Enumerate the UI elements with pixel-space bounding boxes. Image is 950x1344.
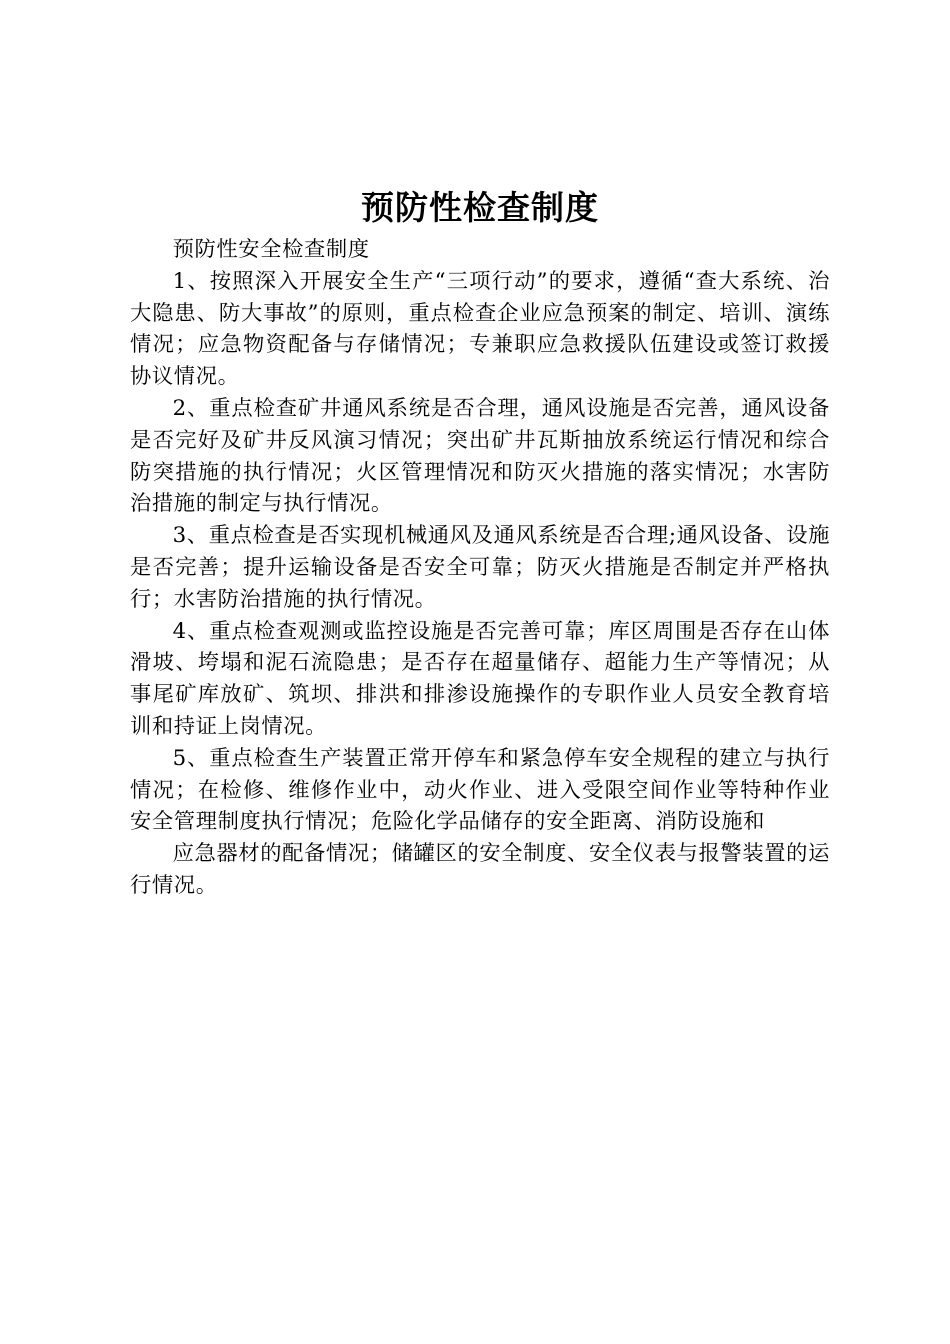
paragraph-item-4: 4、重点检查观测或监控设施是否完善可靠；库区周围是否存在山体滑坡、垮塌和泥石流隐患；是否存在超量储存、超能力生产等情况；从事尾矿库放矿、筑坝、排洪和排渗设施操作的专职作业人员安全教育培训和持证上岗情况。 [130, 618, 830, 739]
paragraph-item-3: 3、重点检查是否实现机械通风及通风系统是否合理;通风设备、设施是否完善；提升运输设备是否安全可靠；防灭火措施是否制定并严格执行；水害防治措施的执行情况。 [130, 523, 830, 612]
document-title: 预防性检查制度 [361, 188, 599, 227]
paragraph-item-2: 2、重点检查矿井通风系统是否合理，通风设施是否完善，通风设备是否完好及矿井反风演习情况；突出矿井瓦斯抽放系统运行情况和综合防突措施的执行情况；火区管理情况和防灭火措施的落实情况；水害防治措施的制定与执行情况。 [130, 395, 830, 517]
paragraph-subtitle: 预防性安全检查制度 [172, 237, 370, 262]
paragraph-item-5: 5、重点检查生产装置正常开停车和紧急停车安全规程的建立与执行情况；在检修、维修作业中，动火作业、进入受限空间作业等特种作业安全管理制度执行情况；危险化学品储存的安全距离、消防设施和 [130, 745, 830, 835]
paragraph-item-1: 1、按照深入开展安全生产“三项行动”的要求，遵循“查大系统、治大隐患、防大事故”的原则，重点检查企业应急预案的制定、培训、演练情况；应急物资配备与存储情况；专兼职应急救援队伍建设或签订救援协议情况。 [130, 268, 830, 390]
document-page [130, 184, 830, 902]
paragraph-item-5-continued: 应急器材的配备情况；储罐区的安全制度、安全仪表与报警装置的运行情况。 [130, 841, 830, 898]
